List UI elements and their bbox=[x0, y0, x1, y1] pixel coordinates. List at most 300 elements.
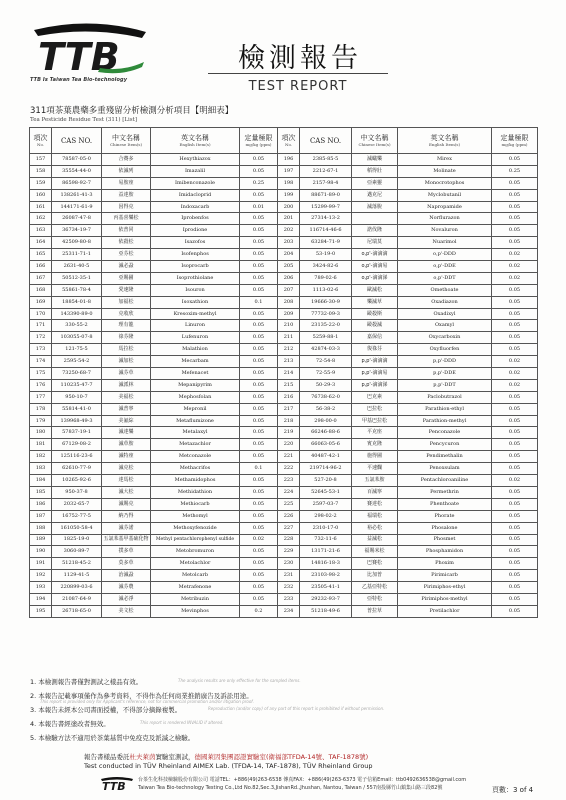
col-cn-name: 中文名稱 Chinese Item(s) bbox=[352, 128, 398, 154]
row-cas: 121-75-5 bbox=[52, 344, 102, 356]
row-cas: 298-00-0 bbox=[300, 415, 352, 427]
row-en-name: Pirimiphos-ethyl bbox=[398, 582, 492, 594]
row-cn-name: 合賽多 bbox=[102, 154, 151, 166]
row-limit: 0.25 bbox=[492, 165, 538, 177]
row-en-name: Pendimethalin bbox=[398, 451, 492, 463]
row-en-name: Pirimicarb bbox=[398, 570, 492, 582]
row-cas: 56-38-2 bbox=[300, 403, 352, 415]
row-limit: 0.05 bbox=[492, 344, 538, 356]
row-no: 191 bbox=[30, 558, 52, 570]
row-cas: 15299-99-7 bbox=[300, 201, 352, 213]
table-subtitle: Tea Pesticide Residue Test (311) [List] bbox=[30, 117, 137, 123]
row-en-name: Oxyfluorfen bbox=[398, 344, 492, 356]
row-cn-name: 依滅列 bbox=[102, 165, 151, 177]
row-no: 172 bbox=[30, 332, 52, 344]
row-no: 225 bbox=[278, 498, 300, 510]
row-en-name: Phoxim bbox=[398, 558, 492, 570]
row-no: 173 bbox=[30, 344, 52, 356]
table-row bbox=[30, 272, 538, 284]
row-en-name: Indoxacarb bbox=[151, 201, 240, 213]
table-title: 311項茶葉農藥多重殘留分析檢測分析項目【明細表】 bbox=[30, 106, 234, 116]
row-limit: 0.05 bbox=[240, 261, 278, 273]
row-cn-name: 滅派林 bbox=[102, 379, 151, 391]
row-no: 194 bbox=[30, 593, 52, 605]
table-row bbox=[30, 261, 538, 273]
row-en-name: Phosphamidon bbox=[398, 546, 492, 558]
table-row bbox=[30, 391, 538, 403]
row-cn-name: 五氯苯胺 bbox=[352, 475, 398, 487]
row-en-name: o,p'-DDD bbox=[398, 249, 492, 261]
table-row bbox=[30, 237, 538, 249]
row-cn-name: 愛速隆 bbox=[102, 284, 151, 296]
row-limit: 0.05 bbox=[240, 593, 278, 605]
row-cn-name: o,p'-滴滴涕 bbox=[352, 272, 398, 284]
note-text-en: Reproduction (and/or copy) of any part of this report is prohibited if without permission. bbox=[208, 706, 385, 711]
table-row bbox=[30, 201, 538, 213]
row-en-name: Metolcarb bbox=[151, 570, 240, 582]
row-cas: 3060-89-7 bbox=[52, 546, 102, 558]
col-en-name: 英文名稱 English Item(s) bbox=[151, 128, 240, 154]
row-cn-name: 平克座 bbox=[352, 427, 398, 439]
row-cas: 23103-98-2 bbox=[300, 570, 352, 582]
row-no: 188 bbox=[30, 522, 52, 534]
row-cn-name: p,p'-滴滴滴 bbox=[352, 356, 398, 368]
row-no: 196 bbox=[278, 154, 300, 166]
row-cas: 78587-05-0 bbox=[52, 154, 102, 166]
row-cas: 55861-78-4 bbox=[52, 284, 102, 296]
row-en-name: Novaluron bbox=[398, 225, 492, 237]
row-no: 160 bbox=[30, 189, 52, 201]
row-no: 222 bbox=[278, 463, 300, 475]
row-en-name: Metrafenone bbox=[151, 582, 240, 594]
note-text: 1. 本檢測報告書僅對測試之樣品有效。 bbox=[30, 678, 143, 686]
row-cn-name: 亞芬松 bbox=[102, 249, 151, 261]
row-cas: 950-37-8 bbox=[52, 486, 102, 498]
row-no: 230 bbox=[278, 558, 300, 570]
note-item bbox=[30, 705, 540, 719]
row-no: 183 bbox=[30, 463, 52, 475]
ttb-small-logo bbox=[100, 776, 134, 792]
table-row bbox=[30, 332, 538, 344]
row-cas: 144171-61-9 bbox=[52, 201, 102, 213]
row-cn-name: 易胺座 bbox=[102, 177, 151, 189]
row-cn-name: p,p'-滴滴涕 bbox=[352, 379, 398, 391]
row-cas: 35554-44-0 bbox=[52, 165, 102, 177]
row-cn-name: 納乃得 bbox=[102, 510, 151, 522]
row-cn-name: 稻得壯 bbox=[352, 165, 398, 177]
row-en-name: Phosmet bbox=[398, 534, 492, 546]
row-cas: 77732-09-3 bbox=[300, 308, 352, 320]
row-cas: 42509-80-8 bbox=[52, 237, 102, 249]
note-item bbox=[30, 691, 540, 705]
row-en-name: Metaflumizone bbox=[151, 415, 240, 427]
table-row bbox=[30, 225, 538, 237]
row-en-name: Imidacloprid bbox=[151, 189, 240, 201]
row-cas: 52645-53-1 bbox=[300, 486, 352, 498]
row-no: 184 bbox=[30, 475, 52, 487]
row-cas: 40487-42-1 bbox=[300, 451, 352, 463]
row-cas: 18854-01-8 bbox=[52, 296, 102, 308]
row-cas: 36734-19-7 bbox=[52, 225, 102, 237]
row-en-name: Metribuzin bbox=[151, 593, 240, 605]
row-limit: 0.02 bbox=[240, 534, 278, 546]
row-en-name: Parathion-ethyl bbox=[398, 403, 492, 415]
row-limit: 0.05 bbox=[240, 510, 278, 522]
row-en-name: Pirimiphos-methyl bbox=[398, 593, 492, 605]
row-no: 214 bbox=[278, 368, 300, 380]
row-cn-name: 毆殺斯 bbox=[352, 308, 398, 320]
row-cas: 23135-22-0 bbox=[300, 320, 352, 332]
col-cas: CAS NO. bbox=[52, 128, 102, 154]
footer-lab-en: Test conducted in TÜV Rheinland AIMEX Lab. (TFDA-14, TAF-1878), TÜV Rheinland Group bbox=[84, 762, 373, 770]
row-no: 215 bbox=[278, 379, 300, 391]
row-en-name: Phenthoate bbox=[398, 498, 492, 510]
row-en-name: Isouron bbox=[151, 284, 240, 296]
note-text: 2. 本報告記載事項僅作為參考資料，不得作為任何商業推銷廣告及訴訟用途。 bbox=[30, 692, 253, 700]
row-en-name: Methyl pentachlorophenyl sulfide bbox=[151, 534, 240, 546]
row-en-name: Oxycarboxin bbox=[398, 332, 492, 344]
row-limit: 0.05 bbox=[240, 249, 278, 261]
row-en-name: Pencycuron bbox=[398, 439, 492, 451]
table-row bbox=[30, 379, 538, 391]
row-cas: 25311-71-1 bbox=[52, 249, 102, 261]
row-en-name: Linuron bbox=[151, 320, 240, 332]
row-en-name: Myclobutanil bbox=[398, 189, 492, 201]
row-no: 217 bbox=[278, 403, 300, 415]
row-cn-name: 治滅蝨 bbox=[102, 570, 151, 582]
row-cas: 51218-49-6 bbox=[300, 605, 352, 617]
row-limit: 0.01 bbox=[240, 201, 278, 213]
table-row bbox=[30, 451, 538, 463]
row-no: 167 bbox=[30, 272, 52, 284]
table-row bbox=[30, 486, 538, 498]
row-no: 195 bbox=[30, 605, 52, 617]
row-limit: 0.02 bbox=[492, 356, 538, 368]
row-en-name: Molinate bbox=[398, 165, 492, 177]
row-no: 207 bbox=[278, 284, 300, 296]
row-cn-name: 百滅寧 bbox=[352, 486, 398, 498]
row-no: 234 bbox=[278, 605, 300, 617]
row-cas: 1129-41-5 bbox=[52, 570, 102, 582]
row-limit: 0.05 bbox=[492, 427, 538, 439]
row-cas: 27314-13-2 bbox=[300, 213, 352, 225]
row-en-name: Pentachloroaniline bbox=[398, 475, 492, 487]
row-limit: 0.05 bbox=[492, 570, 538, 582]
row-no: 177 bbox=[30, 391, 52, 403]
row-no: 198 bbox=[278, 177, 300, 189]
table-row bbox=[30, 213, 538, 225]
row-en-name: Metobromuron bbox=[151, 546, 240, 558]
title-divider bbox=[208, 73, 388, 74]
row-cn-name: 益達胺 bbox=[102, 189, 151, 201]
row-cas: 2212-67-1 bbox=[300, 165, 352, 177]
row-cn-name bbox=[352, 213, 398, 225]
row-en-name: Malathion bbox=[151, 344, 240, 356]
row-limit: 0.05 bbox=[492, 510, 538, 522]
row-no: 204 bbox=[278, 249, 300, 261]
row-en-name: Penoxsulam bbox=[398, 463, 492, 475]
row-cas: 3424-82-6 bbox=[300, 261, 352, 273]
row-cas: 220899-03-6 bbox=[52, 582, 102, 594]
row-en-name: Mepanipyrim bbox=[151, 379, 240, 391]
row-cas: 1825-19-0 bbox=[52, 534, 102, 546]
row-en-name: Iprodione bbox=[151, 225, 240, 237]
row-cn-name: 亞特松 bbox=[352, 593, 398, 605]
row-en-name: Pretilachlor bbox=[398, 605, 492, 617]
ttb-logo bbox=[30, 22, 148, 78]
row-limit: 0.05 bbox=[492, 284, 538, 296]
row-cn-name: 樂滅草 bbox=[352, 296, 398, 308]
note-text: 5. 本檢驗方法不適用於茶葉基質中免疫克及派滅之檢驗。 bbox=[30, 734, 195, 742]
row-limit: 0.05 bbox=[492, 415, 538, 427]
table-body bbox=[30, 154, 538, 618]
row-en-name: Methoxyfenozide bbox=[151, 522, 240, 534]
table-row bbox=[30, 356, 538, 368]
row-limit: 0.05 bbox=[240, 308, 278, 320]
row-cn-name: o,p'-滴滴易 bbox=[352, 261, 398, 273]
note-text-en: The analysis results are only effective for the sampled items. bbox=[178, 678, 301, 683]
row-en-name: Mirex bbox=[398, 154, 492, 166]
row-no: 185 bbox=[30, 486, 52, 498]
row-cas: 2595-54-2 bbox=[52, 356, 102, 368]
row-en-name: Phosalone bbox=[398, 522, 492, 534]
row-limit: 0.05 bbox=[492, 593, 538, 605]
row-no: 180 bbox=[30, 427, 52, 439]
footer-contact: 台茶生化科技檢驗股份有限公司 電話TEL：+886(49)263-6538 傳真FAX：+886(49)263-6373 電子信箱Email：ttb049263653​8@gmail.com bbox=[138, 777, 467, 783]
row-cn-name: 賽達松 bbox=[352, 498, 398, 510]
table-row bbox=[30, 368, 538, 380]
note-item bbox=[30, 733, 540, 747]
row-en-name: Monocrotophos bbox=[398, 177, 492, 189]
row-cn-name: 賓克隆 bbox=[352, 439, 398, 451]
row-cn-name: 諾伐隆 bbox=[352, 225, 398, 237]
footer-address: Taiwan Tea Bio-technology Testing Co.,Ltd No.82,Sec.3,JishanRd.,Jhushan, Nantou, Taiwan / 557南投縣竹山鎮集山路三段82號 bbox=[138, 785, 443, 791]
row-limit: 0.05 bbox=[240, 439, 278, 451]
table-row bbox=[30, 605, 538, 617]
row-no: 168 bbox=[30, 284, 52, 296]
row-limit: 0.05 bbox=[240, 522, 278, 534]
col-cas: CAS NO. bbox=[300, 128, 352, 154]
row-en-name: Phorate bbox=[398, 510, 492, 522]
row-limit: 0.05 bbox=[240, 213, 278, 225]
table-header-row bbox=[30, 128, 538, 154]
row-cas: 13171-21-6 bbox=[300, 546, 352, 558]
row-limit: 0.05 bbox=[492, 154, 538, 166]
row-limit: 0.05 bbox=[492, 237, 538, 249]
row-no: 179 bbox=[30, 415, 52, 427]
row-cas: 26087-47-8 bbox=[52, 213, 102, 225]
row-no: 218 bbox=[278, 415, 300, 427]
row-no: 201 bbox=[278, 213, 300, 225]
row-limit: 0.05 bbox=[492, 403, 538, 415]
row-limit: 0.05 bbox=[492, 332, 538, 344]
row-cn-name: 丙基喜樂松 bbox=[102, 213, 151, 225]
row-en-name: p,p'-DDD bbox=[398, 356, 492, 368]
row-cn-name: 克收欣 bbox=[102, 308, 151, 320]
row-limit: 0.05 bbox=[240, 189, 278, 201]
row-cas: 26718-65-0 bbox=[52, 605, 102, 617]
row-en-name: Methiocarb bbox=[151, 498, 240, 510]
table-row bbox=[30, 403, 538, 415]
row-cas: 1113-02-6 bbox=[300, 284, 352, 296]
row-limit: 0.05 bbox=[492, 308, 538, 320]
row-cn-name: 滅芬農 bbox=[102, 582, 151, 594]
row-no: 226 bbox=[278, 510, 300, 522]
row-cas: 950-10-7 bbox=[52, 391, 102, 403]
row-en-name: Metolachlor bbox=[151, 558, 240, 570]
row-limit: 0.05 bbox=[492, 320, 538, 332]
row-cas: 23505-41-1 bbox=[300, 582, 352, 594]
row-limit: 0.1 bbox=[240, 296, 278, 308]
row-cn-name: 施得圃 bbox=[352, 451, 398, 463]
row-no: 189 bbox=[30, 534, 52, 546]
row-limit: 0.05 bbox=[240, 356, 278, 368]
row-limit: 0.2 bbox=[240, 605, 278, 617]
note-item bbox=[30, 677, 540, 691]
row-cn-name: 滅芬草 bbox=[102, 368, 151, 380]
row-limit: 0.05 bbox=[240, 379, 278, 391]
row-limit: 0.05 bbox=[492, 605, 538, 617]
table-row bbox=[30, 427, 538, 439]
table-row bbox=[30, 344, 538, 356]
row-cn-name: 滅芬諾 bbox=[102, 522, 151, 534]
row-cas: 789-02-6 bbox=[300, 272, 352, 284]
row-en-name: Mepronil bbox=[151, 403, 240, 415]
table-row bbox=[30, 558, 538, 570]
row-cn-name: p,p'-滴滴易 bbox=[352, 368, 398, 380]
row-limit: 0.05 bbox=[240, 498, 278, 510]
row-cas: 66246-88-6 bbox=[300, 427, 352, 439]
row-cn-name: 滅落脫 bbox=[352, 201, 398, 213]
row-limit: 0.05 bbox=[240, 451, 278, 463]
row-limit: 0.05 bbox=[492, 225, 538, 237]
row-no: 171 bbox=[30, 320, 52, 332]
row-en-name: Nuarimol bbox=[398, 237, 492, 249]
row-cas: 161050-58-4 bbox=[52, 522, 102, 534]
row-no: 206 bbox=[278, 272, 300, 284]
row-en-name: Kresoxim-methyl bbox=[151, 308, 240, 320]
table-row bbox=[30, 320, 538, 332]
notes-section bbox=[30, 677, 540, 747]
row-cn-name: 裕必松 bbox=[352, 522, 398, 534]
row-cas: 14816-18-3 bbox=[300, 558, 352, 570]
row-no: 192 bbox=[30, 570, 52, 582]
row-cn-name: 平速爛 bbox=[352, 463, 398, 475]
row-cn-name: 亞素靈 bbox=[352, 177, 398, 189]
row-limit: 0.05 bbox=[240, 154, 278, 166]
table-row bbox=[30, 546, 538, 558]
row-no: 233 bbox=[278, 593, 300, 605]
row-cn-name: 馬拉松 bbox=[102, 344, 151, 356]
table-row bbox=[30, 593, 538, 605]
row-no: 176 bbox=[30, 379, 52, 391]
note-text-en: This report is rendered INVALID if altered. bbox=[140, 720, 224, 725]
report-title-en: TEST REPORT bbox=[248, 79, 348, 94]
col-en-name: 英文名稱 English Item(s) bbox=[398, 128, 492, 154]
row-cn-name: 美氟綜 bbox=[102, 415, 151, 427]
row-no: 219 bbox=[278, 427, 300, 439]
row-cn-name: 比加普 bbox=[352, 570, 398, 582]
row-cn-name: 滅蟻樂 bbox=[352, 154, 398, 166]
row-cn-name: 加福松 bbox=[102, 296, 151, 308]
row-cas: 50512-35-1 bbox=[52, 272, 102, 284]
row-limit: 0.05 bbox=[240, 344, 278, 356]
row-en-name: Mecarbam bbox=[151, 356, 240, 368]
row-limit: 0.05 bbox=[492, 296, 538, 308]
table-row bbox=[30, 534, 538, 546]
row-en-name: Iprobenfos bbox=[151, 213, 240, 225]
row-no: 190 bbox=[30, 546, 52, 558]
row-limit: 0.02 bbox=[492, 368, 538, 380]
row-en-name: Isoprothiolane bbox=[151, 272, 240, 284]
row-cn-name: 莫多草 bbox=[102, 558, 151, 570]
row-cas: 72-55-9 bbox=[300, 368, 352, 380]
row-cn-name: 尼瑞莫 bbox=[352, 237, 398, 249]
row-cas: 88671-89-0 bbox=[300, 189, 352, 201]
note-text-en: This report is provided only for Applicant's reference, not for commercial promotion and/or litigation proof. bbox=[40, 699, 254, 704]
row-limit: 0.05 bbox=[240, 475, 278, 487]
row-cas: 2597-03-7 bbox=[300, 498, 352, 510]
row-limit: 0.05 bbox=[492, 546, 538, 558]
row-limit: 0.05 bbox=[492, 439, 538, 451]
row-no: 187 bbox=[30, 510, 52, 522]
row-cas: 103055-07-8 bbox=[52, 332, 102, 344]
row-en-name: Metalaxyl bbox=[151, 427, 240, 439]
row-en-name: Metazachlor bbox=[151, 439, 240, 451]
row-cn-name: 撲多草 bbox=[102, 546, 151, 558]
row-no: 202 bbox=[278, 225, 300, 237]
row-no: 228 bbox=[278, 534, 300, 546]
row-cas: 527-20-8 bbox=[300, 475, 352, 487]
row-no: 213 bbox=[278, 356, 300, 368]
table-row bbox=[30, 498, 538, 510]
row-no: 223 bbox=[278, 475, 300, 487]
row-cn-name: 邁克尼 bbox=[352, 189, 398, 201]
row-en-name: Methomyl bbox=[151, 510, 240, 522]
row-no: 220 bbox=[278, 439, 300, 451]
table-row bbox=[30, 415, 538, 427]
row-cas: 125116-23-6 bbox=[52, 451, 102, 463]
table-row bbox=[30, 284, 538, 296]
pesticide-table bbox=[29, 127, 538, 618]
table-row bbox=[30, 582, 538, 594]
table-row bbox=[30, 296, 538, 308]
row-cn-name: 嘉保信 bbox=[352, 332, 398, 344]
row-no: 161 bbox=[30, 201, 52, 213]
row-limit: 0.1 bbox=[240, 463, 278, 475]
row-no: 227 bbox=[278, 522, 300, 534]
row-cn-name: 甲基巴拉松 bbox=[352, 415, 398, 427]
table-row bbox=[30, 249, 538, 261]
row-cas: 732-11-6 bbox=[300, 534, 352, 546]
row-en-name: o,p'-DDE bbox=[398, 261, 492, 273]
row-no: 162 bbox=[30, 213, 52, 225]
row-en-name: Lufenuron bbox=[151, 332, 240, 344]
row-cas: 5259-88-1 bbox=[300, 332, 352, 344]
row-en-name: Methacrifos bbox=[151, 463, 240, 475]
row-cn-name: 滅必淨 bbox=[102, 593, 151, 605]
row-limit: 0.05 bbox=[240, 165, 278, 177]
row-cn-name: 祿芬隆 bbox=[102, 332, 151, 344]
row-en-name: Isazofos bbox=[151, 237, 240, 249]
row-cas: 66063-05-6 bbox=[300, 439, 352, 451]
table-row bbox=[30, 165, 538, 177]
row-no: 209 bbox=[278, 308, 300, 320]
row-no: 193 bbox=[30, 582, 52, 594]
row-cas: 72-54-8 bbox=[300, 356, 352, 368]
row-limit: 0.05 bbox=[492, 451, 538, 463]
row-cas: 10265-92-6 bbox=[52, 475, 102, 487]
